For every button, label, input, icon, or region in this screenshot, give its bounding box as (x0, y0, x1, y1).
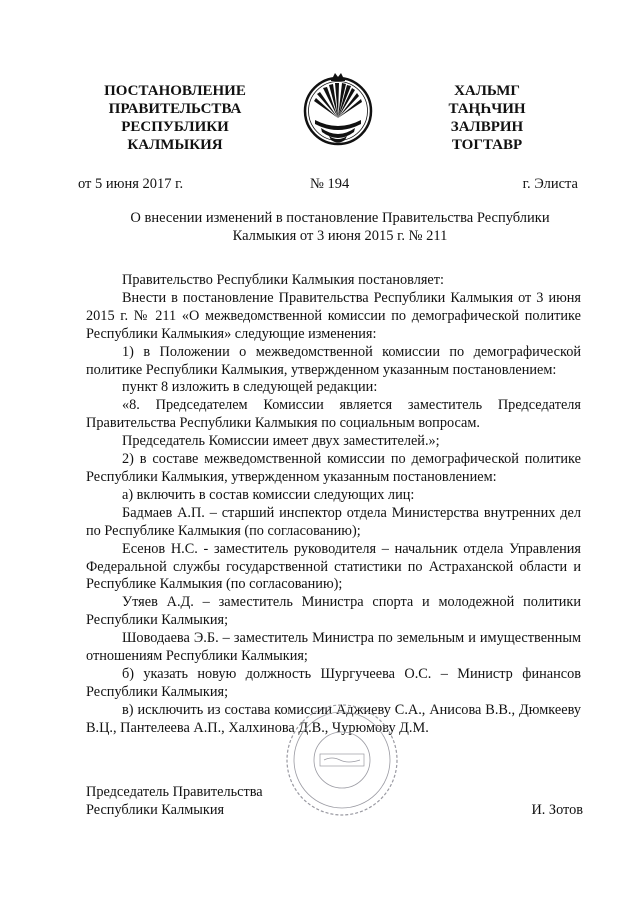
date-number-city-line (78, 175, 578, 193)
header-right-line: ЗАЛВРИН (450, 119, 524, 135)
title-line: О внесении изменений в постановление Правительства Республики (130, 210, 550, 226)
body-paragraph: в) исключить из состава комиссии Аджиеву С.А., Анисова В.В., Дюмкееву В.Ц., Пантелеева А.П., Халхинова Д.В., Чурюмову Д.М. (86, 701, 581, 736)
document-body (86, 272, 581, 738)
body-paragraph: а) включить в состав комиссии следующих лиц: (122, 486, 415, 503)
document-number: № 194 (310, 176, 350, 192)
document-date: от 5 июня 2017 г. (78, 176, 184, 192)
body-paragraph: 2) в составе межведомственной комиссии по демографической политике Республики Калмыкия, утвержденном указанным постановлением: (86, 451, 581, 485)
document-city: г. Элиста (522, 176, 578, 192)
body-paragraph: 1) в Положении о межведомственной комиссии по демографической политике Республики Калмыкия, утвержденном указанным постановлением: (86, 343, 581, 378)
body-paragraph: Правительство Республики Калмыкия постановляет: (122, 272, 444, 288)
header-right-line: ТАҢҺЧИН (448, 101, 526, 117)
coat-of-arms-emblem (301, 68, 375, 152)
header-right-block (412, 82, 562, 154)
signatory-position-line: Председатель Правительства (86, 784, 263, 800)
body-paragraph: Есенов Н.С. - заместитель руководителя – начальник отдела Управления Федеральной службы государственной статистики по Астраханской области и Республике Калмыкия (по согласованию); (86, 540, 581, 593)
body-paragraph: «8. Председателем Комиссии является заместитель Председателя Правительства Республики Калмыкия по социальным вопросам. (86, 397, 581, 432)
header-right-line: ХАЛЬМГ (454, 83, 520, 99)
header-left-line: КАЛМЫКИЯ (127, 137, 223, 153)
title-line: Калмыкия от 3 июня 2015 г. № 211 (232, 228, 448, 244)
header-left-line: ПОСТАНОВЛЕНИЕ (104, 83, 246, 99)
body-paragraph: Шоводаева Э.Б. – заместитель Министра по земельным и имущественным отношениям Республики Калмыкия; (86, 630, 581, 665)
body-paragraph: пункт 8 изложить в следующей редакции: (122, 379, 378, 396)
header-left-line: ПРАВИТЕЛЬСТВА (108, 101, 242, 117)
body-paragraph: Бадмаев А.П. – старший инспектор отдела Министерства внутренних дел по Республике Калмыкия (по согласованию); (86, 504, 581, 539)
document-title (110, 209, 570, 245)
header-left-line: РЕСПУБЛИКИ (121, 119, 229, 135)
signatory-name: И. Зотов (531, 802, 583, 818)
body-paragraph: Председатель Комиссии имеет двух заместителей.»; (122, 433, 440, 450)
signatory-position-line: Республики Калмыкия (86, 802, 225, 818)
body-paragraph: Внести в постановление Правительства Республики Калмыкия от 3 июня 2015 г. № 211 «О межведомственной комиссии по демографической политике Республики Калмыкия» следующие изменения: (86, 289, 581, 342)
signatory-position (86, 783, 263, 819)
header-left-block (80, 82, 270, 154)
body-paragraph: б) указать новую должность Шургучеева О.С. – Министр финансов Республики Калмыкия; (86, 665, 581, 700)
header-right-line: ТОГТАВР (451, 137, 523, 153)
official-seal-stamp (282, 700, 402, 820)
body-paragraph: Утяев А.Д. – заместитель Министра спорта и молодежной политики Республики Калмыкия; (86, 594, 581, 629)
